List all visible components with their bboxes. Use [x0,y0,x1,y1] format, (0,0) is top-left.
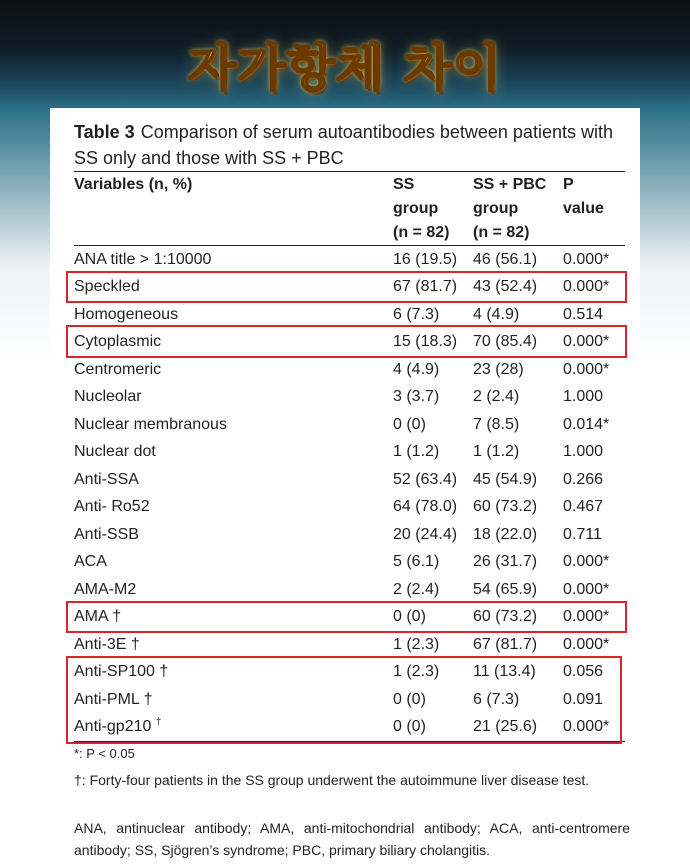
cell-sspbc: 67 (81.7) [473,636,538,653]
cell-variable: ACA [74,553,107,570]
table-row [74,493,634,520]
table-row [74,603,634,630]
cell-variable: Centromeric [74,361,162,378]
cell-p: 0.266 [563,471,604,488]
cell-ss: 15 (18.3) [393,333,458,350]
top-rule [74,171,625,172]
cell-variable: AMA-M2 [74,581,137,598]
cell-ss: 2 (2.4) [393,581,440,598]
cell-p: 0.000* [563,636,610,653]
header-sspbc-group: SS + PBC group (n = 82) [473,176,547,241]
background-right [640,108,690,748]
table-label: Table 3 [74,122,135,142]
cell-variable: Anti-3E † [74,636,140,653]
table-caption [74,119,630,171]
cell-sspbc: 1 (1.2) [473,443,520,460]
cell-sspbc: 70 (85.4) [473,333,538,350]
cell-sspbc: 54 (65.9) [473,581,538,598]
cell-variable: Anti-PML † [74,691,153,708]
cell-sspbc: 21 (25.6) [473,718,538,735]
cell-variable: Anti-SSA [74,471,139,488]
table-row [74,411,634,438]
cell-ss: 0 (0) [393,416,426,433]
cell-p: 0.000* [563,361,610,378]
cell-ss: 1 (1.2) [393,443,440,460]
cell-sspbc: 18 (22.0) [473,526,538,543]
table-row [74,658,634,685]
cell-p: 0.514 [563,306,604,323]
table-row [74,521,634,548]
cell-ss: 0 (0) [393,718,426,735]
cell-variable: Cytoplasmic [74,333,162,350]
header-ss-group: SS group (n = 82) [393,176,450,241]
cell-variable: Nuclear dot [74,443,156,460]
cell-sspbc: 60 (73.2) [473,498,538,515]
cell-ss: 3 (3.7) [393,388,440,405]
cell-sspbc: 23 (28) [473,361,524,378]
cell-p: 0.091 [563,691,604,708]
cell-p: 0.000* [563,251,610,268]
cell-ss: 16 (19.5) [393,251,458,268]
cell-p: 0.000* [563,278,610,295]
cell-p: 0.000* [563,718,610,735]
cell-ss: 5 (6.1) [393,553,440,570]
table-row [74,383,634,410]
cell-p: 0.000* [563,333,610,350]
dagger-superscript: † [155,717,162,728]
cell-ss: 6 (7.3) [393,306,440,323]
table-title: Comparison of serum autoantibodies between patients with SS only and those with SS + PBC [74,122,613,168]
cell-ss: 52 (63.4) [393,471,458,488]
cell-sspbc: 26 (31.7) [473,553,538,570]
cell-variable: Speckled [74,278,140,295]
table-row [74,631,634,658]
cell-variable: Anti-gp210 † [74,717,162,735]
cell-p: 0.000* [563,608,610,625]
table-row [74,713,634,740]
cell-ss: 0 (0) [393,608,426,625]
cell-sspbc: 7 (8.5) [473,416,520,433]
cell-ss: 4 (4.9) [393,361,440,378]
note-significance: *: P < 0.05 [74,746,135,761]
header-variables: Variables (n, %) [74,176,193,193]
table-row [74,576,634,603]
cell-ss: 20 (24.4) [393,526,458,543]
cell-variable: Nucleolar [74,388,142,405]
table-row [74,246,634,273]
table-row [74,438,634,465]
table-row [74,686,634,713]
cell-sspbc: 11 (13.4) [473,663,536,680]
banner [0,0,690,108]
cell-sspbc: 4 (4.9) [473,306,520,323]
table-row [74,273,634,300]
cell-p: 0.711 [563,526,602,543]
cell-p: 0.000* [563,553,610,570]
header-p-value: P value [563,176,604,217]
table-row [74,466,634,493]
cell-p: 0.467 [563,498,604,515]
table-row [74,328,634,355]
cell-variable: AMA † [74,608,122,625]
cell-sspbc: 60 (73.2) [473,608,538,625]
cell-ss: 64 (78.0) [393,498,458,515]
note-dagger: †: Forty-four patients in the SS group underwent the autoimmune liver disease test. [74,772,590,788]
cell-sspbc: 2 (2.4) [473,388,520,405]
cell-p: 0.014* [563,416,610,433]
cell-ss: 67 (81.7) [393,278,458,295]
cell-ss: 0 (0) [393,691,426,708]
cell-variable: Anti-SSB [74,526,139,543]
banner-title: 자가항체 차이 [187,39,503,97]
cell-variable: Anti-SP100 † [74,663,169,680]
cell-p: 1.000 [563,443,604,460]
cell-variable: Nuclear membranous [74,416,227,433]
cell-ss: 1 (2.3) [393,663,440,680]
note-abbreviations: ANA, antinuclear antibody; AMA, anti-mitochondrial antibody; ACA, anti-centromere antibody; SS, Sjögren’s syndrome; PBC, primary biliary cholangitis. [74,820,630,858]
cell-sspbc: 6 (7.3) [473,691,520,708]
background-left [0,108,50,748]
bottom-rule [74,741,625,742]
cell-p: 0.000* [563,581,610,598]
cell-ss: 1 (2.3) [393,636,440,653]
cell-p: 1.000 [563,388,604,405]
table-row [74,301,634,328]
cell-variable: ANA title > 1:10000 [74,251,212,268]
cell-sspbc: 43 (52.4) [473,278,538,295]
cell-variable: Anti- Ro52 [74,498,150,515]
cell-sspbc: 45 (54.9) [473,471,538,488]
cell-sspbc: 46 (56.1) [473,251,538,268]
table-row [74,548,634,575]
cell-variable: Homogeneous [74,306,179,323]
table-row [74,356,634,383]
cell-p: 0.056 [563,663,604,680]
